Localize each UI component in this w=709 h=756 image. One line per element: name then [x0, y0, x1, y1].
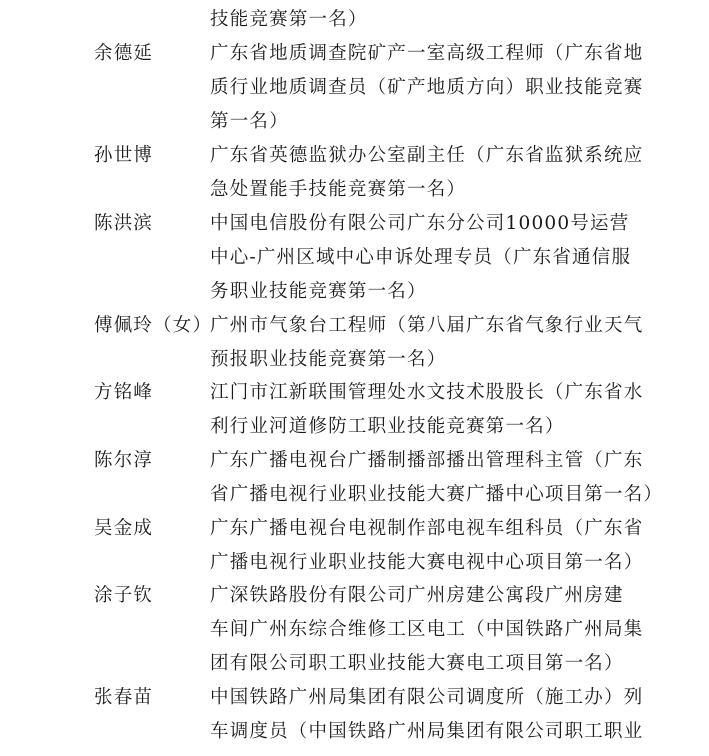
entry-description-line: 广深铁路股份有限公司广州房建公寓段广州房建: [210, 585, 624, 606]
entry-description-line: 广播电视行业职业技能大赛电视中心项目第一名）: [210, 552, 644, 573]
entry-name: 余德延: [94, 43, 154, 64]
entry-description-line: 车间广州东综合维修工区电工（中国铁路广州局集: [210, 619, 644, 640]
entry-description-line: 江门市江新联围管理处水文技术股股长（广东省水: [210, 382, 644, 403]
entry-description-line: 质行业地质调查员（矿产地质方向）职业技能竞赛: [210, 77, 644, 98]
entry-description-line: 省广播电视行业职业技能大赛广播中心项目第一名）: [210, 484, 664, 505]
entry-description-line: 团有限公司职工职业技能大赛电工项目第一名）: [210, 653, 624, 674]
entry-description-line: 中心-广州区域中心申诉处理专员（广东省通信服: [210, 247, 632, 268]
entry-name: 涂子钦: [94, 585, 154, 606]
entry-description-line: 广州市气象台工程师（第八届广东省气象行业天气: [210, 315, 644, 336]
entry-description-line: 广东广播电视台广播制播部播出管理科主管（广东: [210, 450, 644, 471]
entry-description-line: 车调度员（中国铁路广州局集团有限公司职工职业: [210, 721, 644, 742]
entry-description-line: 第一名）: [210, 111, 289, 132]
entry-description-line: 广东广播电视台电视制作部电视车组科员（广东省: [210, 518, 644, 539]
entry-description-line: 急处置能手技能竞赛第一名）: [210, 179, 467, 200]
entry-name: 陈洪滨: [94, 213, 154, 234]
entry-name: 吴金成: [94, 518, 154, 539]
entry-description-line: 预报职业技能竞赛第一名）: [210, 349, 447, 370]
entry-description-line: 利行业河道修防工职业技能竞赛第一名）: [210, 416, 565, 437]
entry-description-line: 中国电信股份有限公司广东分公司10000号运营: [210, 213, 630, 234]
entry-description-line: 中国铁路广州局集团有限公司调度所（施工办）列: [210, 687, 644, 708]
entry-name: 张春苗: [94, 687, 154, 708]
entry-name: 陈尔淳: [94, 450, 154, 471]
entry-description-line: 广东省英德监狱办公室副主任（广东省监狱系统应: [210, 145, 644, 166]
entry-name: 方铭峰: [94, 382, 154, 403]
continuation-line: 技能竞赛第一名）: [210, 9, 368, 30]
entry-description-line: 务职业技能竞赛第一名）: [210, 281, 427, 302]
entry-name: 孙世博: [94, 145, 154, 166]
entry-name: 傅佩玲（女）: [94, 315, 213, 336]
entry-description-line: 广东省地质调查院矿产一室高级工程师（广东省地: [210, 43, 644, 64]
